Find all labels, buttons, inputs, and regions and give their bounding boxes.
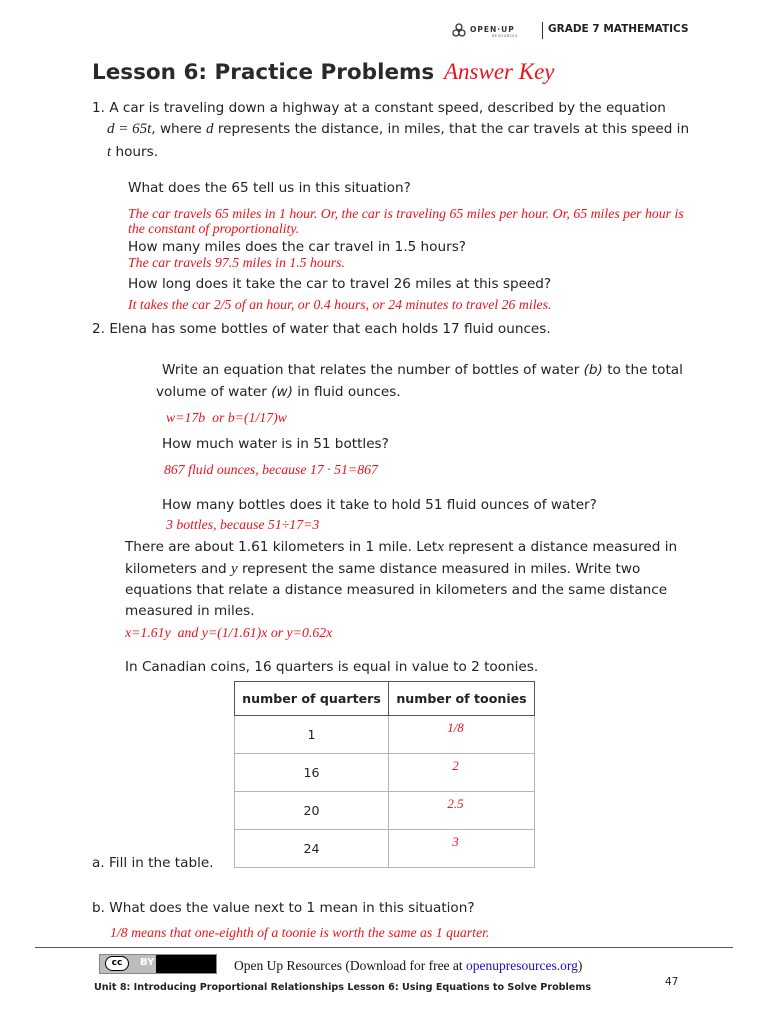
var-t: t	[107, 144, 112, 160]
toonies-answer-cell: 1/8	[389, 716, 535, 754]
table-row	[235, 830, 535, 868]
quarters-cell: 16	[235, 754, 389, 792]
problem-1-answer-b: The car travels 97.5 miles in 1.5 hours.	[128, 255, 345, 270]
problem-2-number: 2.	[92, 321, 105, 337]
problem-4-question-b: b. What does the value next to 1 mean in this situation?	[92, 900, 475, 916]
var-x: x	[437, 539, 444, 555]
var-y: y	[230, 561, 238, 577]
publisher-logo	[452, 23, 532, 41]
footer-credit: Open Up Resources (Download for free at openupresources.org)	[234, 958, 583, 973]
problem-4-answer-b: 1/8 means that one-eighth of a toonie is worth the same as 1 quarter.	[110, 925, 490, 940]
problem-2-answer-b: 867 fluid ounces, because 17 · 51=867	[164, 462, 378, 477]
cc-by-license-badge	[99, 954, 217, 974]
var-d: d	[206, 121, 214, 137]
problem-1-answer-a-line1: The car travels 65 miles in 1 hour. Or, the car is traveling 65 miles per hour. Or, 65 miles per hour is	[128, 206, 684, 221]
table-row	[235, 754, 535, 792]
toonies-answer-cell: 3	[389, 830, 535, 868]
by-label: BY	[140, 957, 155, 968]
equation-d-65t: d = 65t	[107, 121, 152, 137]
problem-4-intro: In Canadian coins, 16 quarters is equal in value to 2 toonies.	[125, 659, 539, 675]
problem-3-line2: kilometers and y represent the same distance measured in miles. Write two	[125, 561, 641, 577]
page-number: 47	[665, 976, 679, 988]
quarters-cell: 24	[235, 830, 389, 868]
table-header-row	[235, 682, 535, 716]
problem-1-statement	[92, 98, 702, 119]
column-header-quarters: number of quarters	[235, 682, 389, 716]
problem-1-number: 1.	[92, 100, 105, 116]
problem-2-question-a-line2: volume of water (w) in fluid ounces.	[156, 384, 401, 400]
problem-1-question-a: What does the 65 tell us in this situation?	[128, 180, 411, 196]
problem-3-answer: x=1.61y and y=(1/1.61)x or y=0.62x	[125, 625, 333, 640]
problem-1-line1: A car is traveling down a highway at a constant speed, described by the equation	[109, 100, 666, 116]
grade-label: GRADE 7 MATHEMATICS	[548, 23, 689, 35]
footer-rule	[35, 947, 733, 948]
problem-2-answer-c: 3 bottles, because 51÷17=3	[166, 517, 320, 532]
logo-text: OPEN·UP	[470, 25, 515, 34]
quarters-cell: 20	[235, 792, 389, 830]
problem-4-question-a: a. Fill in the table.	[92, 855, 214, 871]
toonies-answer-cell: 2	[389, 754, 535, 792]
logo-subtext: RESOURCES	[492, 34, 518, 38]
openupresources-link[interactable]: openupresources.org	[466, 958, 578, 973]
logo-icon	[452, 23, 466, 39]
problem-1-line3: t hours.	[107, 144, 159, 160]
problem-1-question-c: How long does it take the car to travel 26 miles at this speed?	[128, 276, 552, 292]
problem-2-answer-a: w=17b or b=(1/17)w	[166, 410, 287, 425]
problem-1-question-b: How many miles does the car travel in 1.5 hours?	[128, 239, 466, 255]
problem-1-answer-c: It takes the car 2/5 of an hour, or 0.4 hours, or 24 minutes to travel 26 miles.	[128, 297, 552, 312]
var-w: (w)	[271, 384, 293, 400]
problem-2-question-c: How many bottles does it take to hold 51 fluid ounces of water?	[162, 497, 597, 513]
toonies-answer-cell: 2.5	[389, 792, 535, 830]
problem-3-line3: equations that relate a distance measured in kilometers and the same distance	[125, 582, 668, 598]
problem-1-line2: d = 65t, where d represents the distance, in miles, that the car travels at this speed in	[107, 121, 690, 137]
table-row	[235, 792, 535, 830]
column-header-toonies: number of toonies	[389, 682, 535, 716]
problem-1-answer-a-line2: the constant of proportionality.	[128, 221, 300, 236]
problem-3-line1: There are about 1.61 kilometers in 1 mile. Letx represent a distance measured in	[125, 539, 678, 555]
var-b: (b)	[583, 362, 603, 378]
problem-2-question-b: How much water is in 51 bottles?	[162, 436, 389, 452]
quarters-toonies-table	[234, 681, 535, 868]
problem-3-line4: measured in miles.	[125, 603, 255, 619]
answer-key-label: Answer Key	[444, 59, 555, 84]
problem-2-question-a-line1: Write an equation that relates the number of bottles of water (b) to the total	[162, 362, 683, 378]
page-title: Lesson 6: Practice Problems	[92, 60, 435, 85]
problem-2-statement: 2. Elena has some bottles of water that each holds 17 fluid ounces.	[92, 321, 551, 337]
header-divider	[542, 22, 543, 39]
cc-icon: cc	[105, 956, 129, 971]
unit-footer-line: Unit 8: Introducing Proportional Relationships Lesson 6: Using Equations to Solve Problems	[94, 982, 592, 993]
quarters-cell: 1	[235, 716, 389, 754]
table-row	[235, 716, 535, 754]
